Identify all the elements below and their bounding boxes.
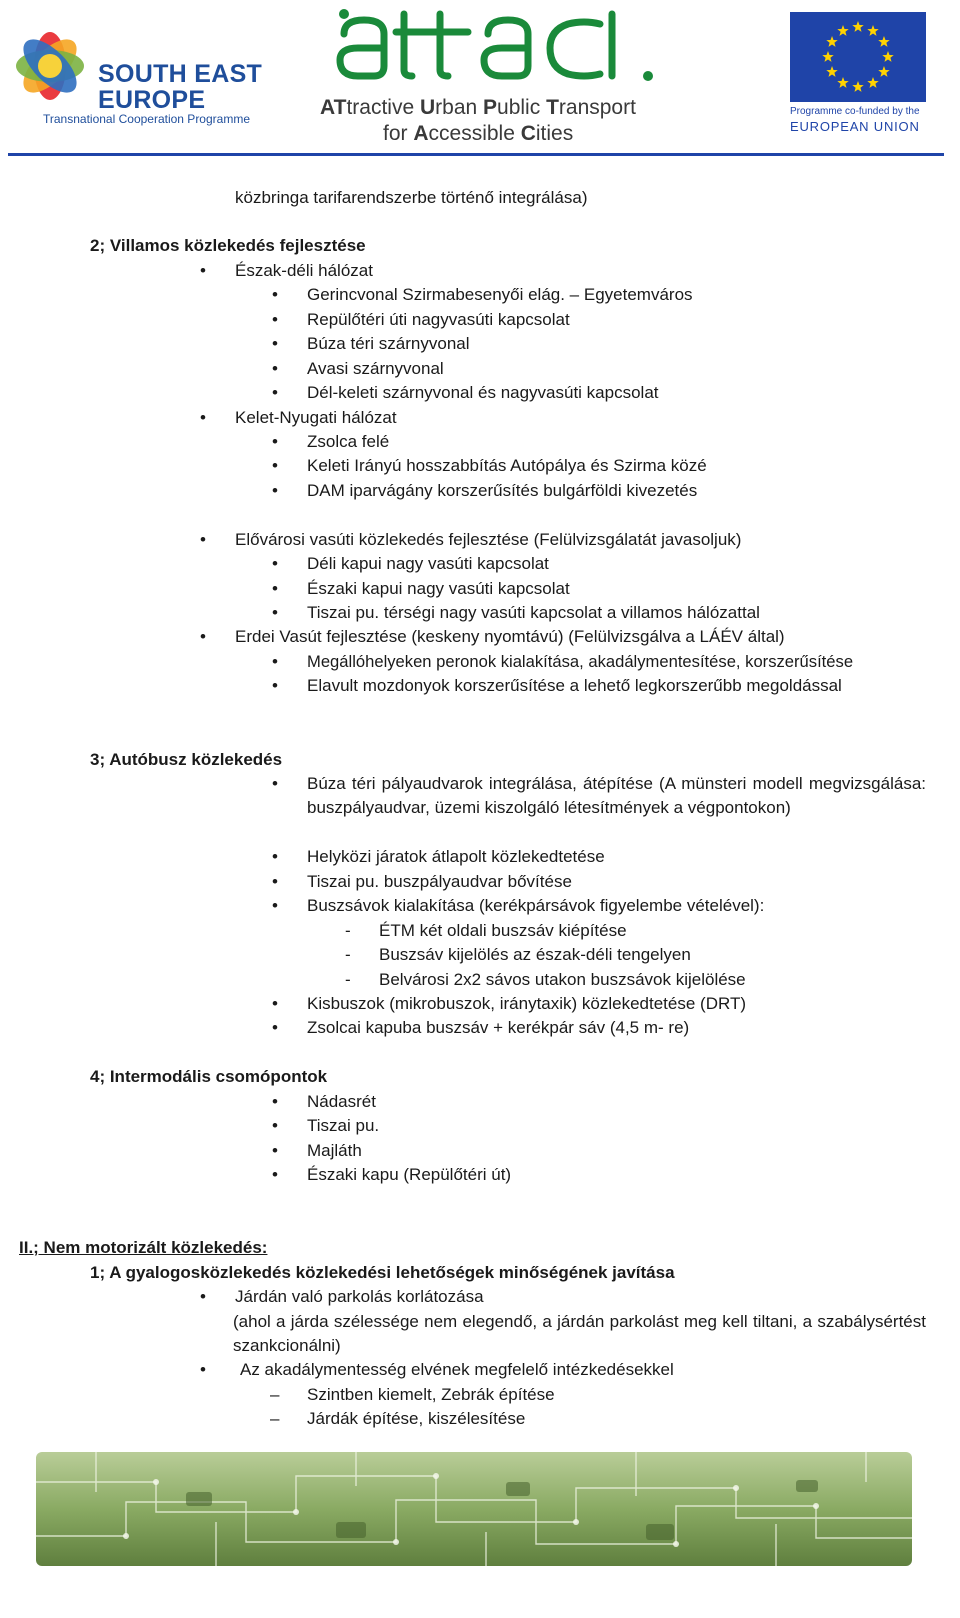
bullet-marker: • xyxy=(272,383,278,402)
bullet-marker: • xyxy=(272,652,278,671)
list-item: Zsolca felé xyxy=(307,432,390,451)
list-item: Észak-déli hálózat xyxy=(235,261,373,280)
footer-banner-graphic xyxy=(36,1452,912,1566)
footer-circuit-city-banner xyxy=(36,1452,912,1566)
list-item: Megállóhelyeken peronok kialakítása, akadálymentesítése, korszerűsítése xyxy=(307,652,854,671)
section-heading: 3; Autóbusz közlekedés xyxy=(90,750,283,769)
south-east-europe-flower-icon xyxy=(4,20,96,112)
see-logo-line2: EUROPE xyxy=(98,86,206,114)
see-logo-line1: SOUTH EAST xyxy=(98,60,263,88)
list-item: Elővárosi vasúti közlekedés fejlesztése (Felülvizsgálatát javasoljuk) xyxy=(235,530,742,549)
dash-marker: – xyxy=(270,1385,280,1404)
list-item: Keleti Irányú hosszabbítás Autópálya és Szirma közé xyxy=(307,456,707,475)
list-item: Déli kapui nagy vasúti kapcsolat xyxy=(307,554,549,573)
list-item: Északi kapui nagy vasúti kapcsolat xyxy=(307,579,570,598)
list-item: Kelet-Nyugati hálózat xyxy=(235,408,397,427)
bullet-marker: • xyxy=(272,481,278,500)
list-item: Nádasrét xyxy=(307,1092,376,1111)
bullet-marker: • xyxy=(272,847,278,866)
list-item: Repülőtéri úti nagyvasúti kapcsolat xyxy=(307,310,570,329)
list-item: ÉTM két oldali buszsáv kiépítése xyxy=(379,921,627,940)
bullet-marker: • xyxy=(200,1287,206,1306)
dash-marker: - xyxy=(345,945,351,964)
bullet-marker: • xyxy=(272,1165,278,1184)
list-item: DAM iparvágány korszerűsítés bulgárföldi kivezetés xyxy=(307,481,698,500)
list-item: Járdák építése, kiszélesítése xyxy=(307,1409,526,1428)
list-item: Tiszai pu. xyxy=(307,1116,380,1135)
bullet-marker: • xyxy=(272,1141,278,1160)
see-logo-line3: Transnational Cooperation Programme xyxy=(43,112,250,126)
dash-marker: - xyxy=(345,970,351,989)
list-item: Avasi szárnyvonal xyxy=(307,359,444,378)
list-item: Szintben kiemelt, Zebrák építése xyxy=(307,1385,555,1404)
south-east-europe-logo xyxy=(4,18,274,128)
list-item: Tiszai pu. buszpályaudvar bővítése xyxy=(307,872,572,891)
list-item: Búza téri pályaudvarok integrálása, átépítése (A münsteri modell megvizsgálása: buszpályaudvar, üzemi kiszolgáló létesítmények a végpontokon) xyxy=(307,774,926,817)
list-item: Az akadálymentesség elvének megfelelő intézkedésekkel xyxy=(240,1360,674,1379)
eu-flag-icon xyxy=(790,12,926,102)
dash-marker: – xyxy=(270,1409,280,1428)
bullet-marker: • xyxy=(272,456,278,475)
bullet-marker: • xyxy=(272,579,278,598)
attac-subtitle-line1: ATtractive Urban Public Transport xyxy=(320,96,636,119)
bullet-marker: • xyxy=(200,261,206,280)
eu-name-text: EUROPEAN UNION xyxy=(790,119,920,134)
list-item: Belvárosi 2x2 sávos utakon buszsávok kijelölése xyxy=(379,970,746,989)
bullet-marker: • xyxy=(200,1360,206,1379)
eu-logo xyxy=(790,12,940,142)
text-line: közbringa tarifarendszerbe történő integrálása) xyxy=(235,188,588,207)
list-item: Gerincvonal Szirmabesenyői elág. – Egyetemváros xyxy=(307,285,693,304)
dash-marker: - xyxy=(345,921,351,940)
list-item: Járdán való parkolás korlátozása xyxy=(235,1287,484,1306)
list-item: Búza téri szárnyvonal xyxy=(307,334,470,353)
bullet-marker: • xyxy=(272,310,278,329)
list-item: Helyközi járatok átlapolt közlekedtetése xyxy=(307,847,605,866)
bullet-marker: • xyxy=(272,334,278,353)
bullet-marker: • xyxy=(272,676,278,695)
page-header xyxy=(0,0,960,166)
bullet-marker: • xyxy=(272,285,278,304)
bullet-marker: • xyxy=(272,896,278,915)
bullet-marker: • xyxy=(272,603,278,622)
bullet-marker: • xyxy=(272,872,278,891)
eu-cofunded-text: Programme co-funded by the xyxy=(790,106,920,117)
bullet-marker: • xyxy=(200,408,206,427)
paragraph: (ahol a járda szélessége nem elegendő, a járdán parkolást meg kell tiltani, a szabálysértést szankcionálni) xyxy=(233,1312,926,1355)
attac-subtitle-line2: for Accessible Cities xyxy=(383,122,574,145)
attac-logo-mark-icon xyxy=(330,4,660,86)
bullet-marker: • xyxy=(272,1116,278,1135)
section-heading: 2; Villamos közlekedés fejlesztése xyxy=(90,236,366,255)
list-item: Buszsávok kialakítása (kerékpársávok figyelembe vételével): xyxy=(307,896,765,915)
list-item: Elavult mozdonyok korszerűsítése a lehető legkorszerűbb megoldással xyxy=(307,676,842,695)
bullet-marker: • xyxy=(272,554,278,573)
list-item: Erdei Vasút fejlesztése (keskeny nyomtávú) (Felülvizsgálva a LÁÉV által) xyxy=(235,627,785,646)
bullet-marker: • xyxy=(200,627,206,646)
bullet-marker: • xyxy=(272,994,278,1013)
section-heading: 1; A gyalogosközlekedés közlekedési lehetőségek minőségének javítása xyxy=(90,1263,675,1282)
list-item: Buszsáv kijelölés az észak-déli tengelyen xyxy=(379,945,691,964)
chapter-heading: II.; Nem motorizált közlekedés: xyxy=(19,1238,268,1257)
section-heading: 4; Intermodális csomópontok xyxy=(90,1067,328,1086)
bullet-marker: • xyxy=(200,530,206,549)
list-item: Kisbuszok (mikrobuszok, iránytaxik) közlekedtetése (DRT) xyxy=(307,994,746,1013)
bullet-marker: • xyxy=(272,359,278,378)
list-item: Tiszai pu. térségi nagy vasúti kapcsolat a villamos hálózattal xyxy=(307,603,760,622)
list-item: Zsolcai kapuba buszsáv + kerékpár sáv (4,5 m- re) xyxy=(307,1018,690,1037)
bullet-marker: • xyxy=(272,1092,278,1111)
bullet-marker: • xyxy=(272,774,278,793)
list-item: Északi kapu (Repülőtéri út) xyxy=(307,1165,512,1184)
bullet-marker: • xyxy=(272,1018,278,1037)
bullet-marker: • xyxy=(272,432,278,451)
attac-logo xyxy=(320,4,670,154)
header-divider xyxy=(8,153,944,156)
list-item: Majláth xyxy=(307,1141,362,1160)
list-item: Dél-keleti szárnyvonal és nagyvasúti kapcsolat xyxy=(307,383,659,402)
